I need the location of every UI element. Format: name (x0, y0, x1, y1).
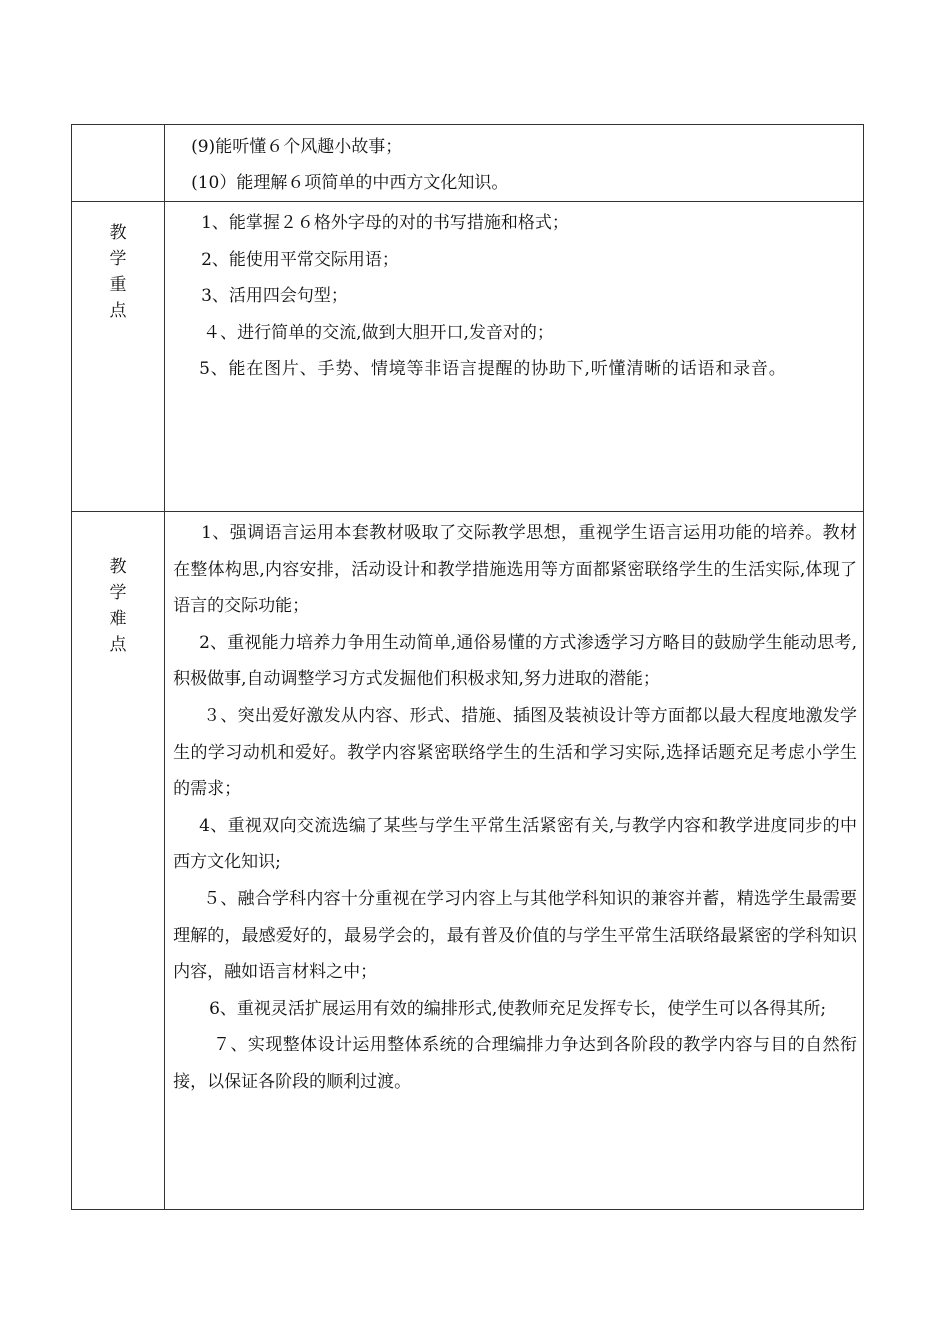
teaching-focus-label-cell (72, 202, 165, 512)
teaching-difficulty-label (108, 554, 128, 658)
objectives-continued-cell (165, 125, 864, 202)
difficulty-item: 6、重视灵活扩展运用有效的编排形式,使教师充足发挥专长，使学生可以各得其所; (209, 998, 827, 1019)
focus-item: 2、能使用平常交际用语； (201, 249, 399, 270)
lesson-plan-table (71, 124, 864, 1210)
difficulty-item: ７、实现整体设计运用整体系统的合理编排力争达到各阶段的教学内容与目的自然衔接，以保证各阶段的顺利过渡。 (173, 1035, 857, 1092)
teaching-difficulty-row (72, 512, 864, 1210)
label-char: 教 (109, 223, 127, 243)
empty-label-cell (72, 125, 165, 202)
teaching-focus-row (72, 202, 864, 512)
objective-item-9: (9)能听懂６个风趣小故事； (191, 137, 403, 157)
difficulty-item: 1、强调语言运用本套教材吸取了交际教学思想，重视学生语言运用功能的培养。教材在整体构思,内容安排，活动设计和教学措施选用等方面都紧密联络学生的生活实际,体现了语言的交际功能； (173, 523, 857, 617)
teaching-difficulty-content (165, 512, 864, 1210)
focus-item: ４、进行简单的交流,做到大胆开口,发音对的； (203, 322, 554, 343)
label-char: 点 (109, 635, 127, 655)
objective-item-10: (10）能理解６项简单的中西方文化知识。 (191, 173, 509, 193)
focus-item: 1、能掌握２６格外字母的对的书写措施和格式； (201, 213, 569, 233)
difficulty-item: ５、融合学科内容十分重视在学习内容上与其他学科知识的兼容并蓄，精选学生最需要理解的，最感爱好的，最易学会的，最有普及价值的与学生平常生活联络最紧密的学科知识内容，融如语言材料之中； (173, 888, 857, 983)
label-char: 学 (109, 583, 127, 603)
label-char: 重 (109, 275, 127, 295)
label-char: 难 (109, 609, 127, 629)
teaching-difficulty-label-cell (72, 512, 165, 1210)
difficulty-item: 2、重视能力培养力争用生动简单,通俗易懂的方式渗透学习方略目的鼓励学生能动思考,积极做事,自动调整学习方式发掘他们积极求知,努力进取的潜能； (173, 632, 857, 690)
difficulty-item: 4、重视双向交流选编了某些与学生平常生活紧密有关,与教学内容和教学进度同步的中西方文化知识; (173, 815, 857, 873)
label-char: 点 (109, 301, 127, 321)
teaching-focus-content (165, 202, 864, 512)
objectives-continued-row (72, 125, 864, 202)
teaching-focus-label (108, 220, 128, 324)
focus-item: 5、能在图片、手势、情境等非语言提醒的协助下,听懂清晰的话语和录音。 (199, 359, 787, 379)
label-char: 教 (109, 557, 127, 577)
difficulty-item: ３、突出爱好激发从内容、形式、措施、插图及装祯设计等方面都以最大程度地激发学生的学习动机和爱好。教学内容紧密联络学生的生活和学习实际,选择话题充足考虑小学生的需求； (173, 705, 857, 800)
focus-item: 3、活用四会句型； (201, 286, 348, 306)
label-char: 学 (109, 249, 127, 269)
